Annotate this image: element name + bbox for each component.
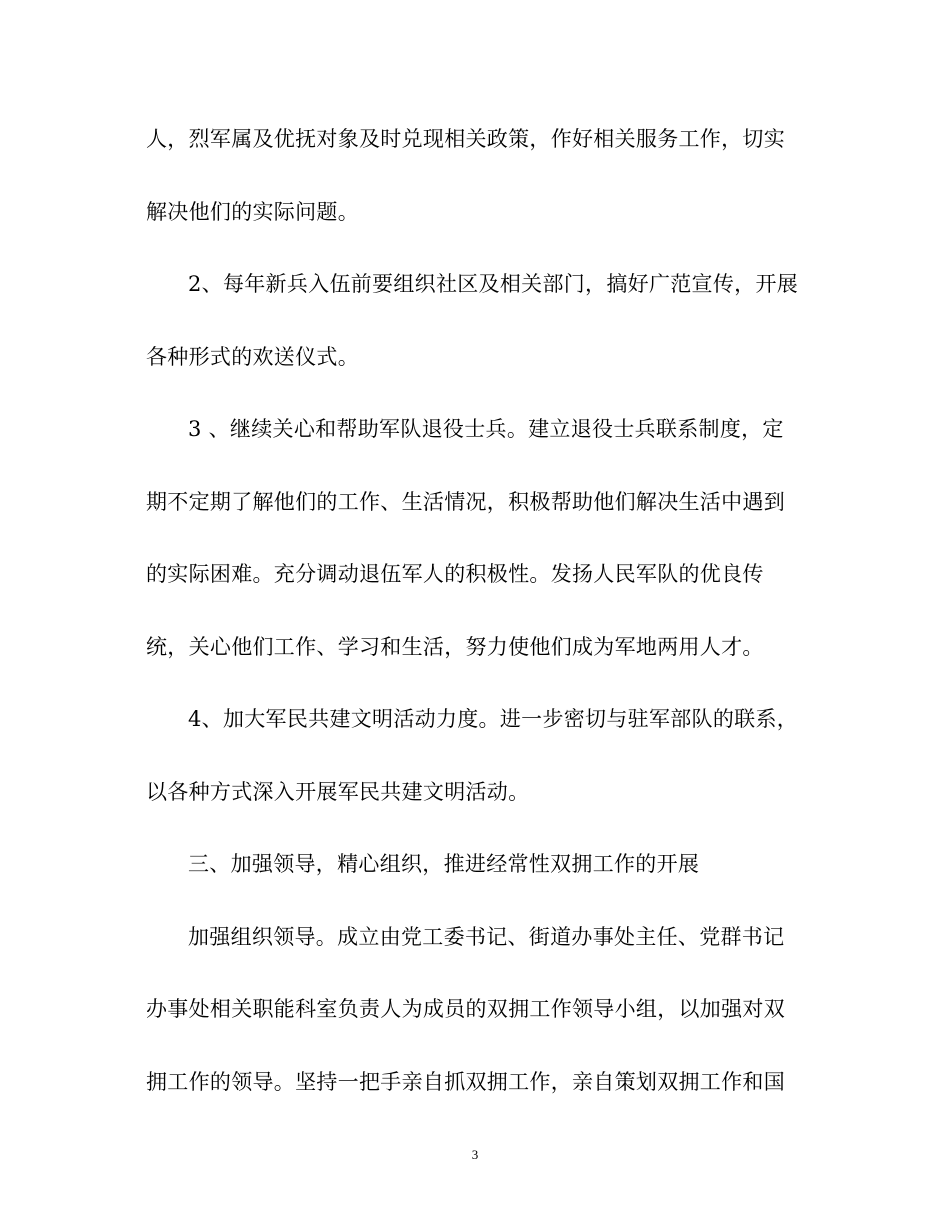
text-line-4: 各种形式的欢送仪式。 bbox=[146, 344, 359, 369]
body-text bbox=[146, 119, 810, 1134]
text-line-2: 解决他们的实际问题。 bbox=[146, 199, 359, 224]
text-line-9: 4、加大军民共建文明活动力度。进一步密切与驻军部队的联系， bbox=[188, 707, 799, 731]
text-line-6: 期不定期了解他们的工作、生活情况，积极帮助他们解决生活中遇到 bbox=[146, 489, 785, 514]
text-line-12: 加强组织领导。成立由党工委书记、街道办事处主任、党群书记 bbox=[188, 924, 785, 949]
text-line-1: 人，烈军属及优抚对象及时兑现相关政策，作好相关服务工作，切实 bbox=[146, 127, 785, 151]
page-number: 3 bbox=[471, 1147, 479, 1162]
text-line-10: 以各种方式深入开展军民共建文明活动。 bbox=[146, 779, 530, 804]
text-line-3: 2、每年新兵入伍前要组织社区及相关部门，搞好广范宣传，开展 bbox=[188, 272, 799, 296]
text-line-7: 的实际困难。充分调动退伍军人的积极性。发扬人民军队的优良传 bbox=[146, 562, 764, 586]
text-line-14: 拥工作的领导。坚持一把手亲自抓双拥工作，亲自策划双拥工作和国 bbox=[146, 1069, 785, 1094]
section-heading: 三、加强领导，精心组织，推进经常性双拥工作的开展 bbox=[188, 852, 700, 876]
text-line-8: 统，关心他们工作、学习和生活，努力使他们成为军地两用人才。 bbox=[146, 634, 764, 659]
text-line-5: 3 、继续关心和帮助军队退役士兵。建立退役士兵联系制度，定 bbox=[188, 417, 784, 441]
text-line-13: 办事处相关职能科室负责人为成员的双拥工作领导小组，以加强对双 bbox=[146, 997, 785, 1021]
